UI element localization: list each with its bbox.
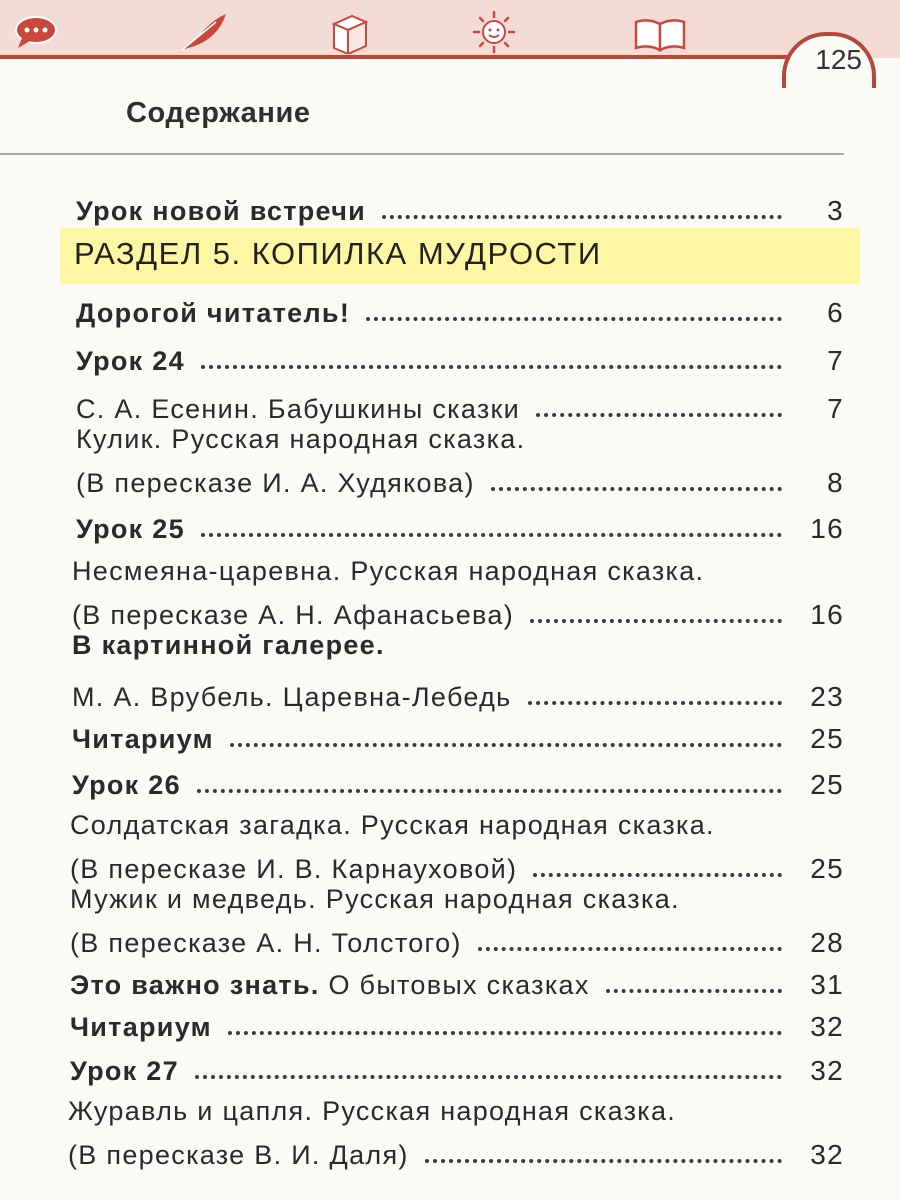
toc-entry-label-bold: Это важно знать. bbox=[70, 970, 320, 1000]
toc-leader-dots bbox=[195, 1072, 782, 1079]
toc-entry bbox=[76, 504, 844, 544]
toc-entry-label: (В пересказе И. А. Худякова) bbox=[76, 468, 475, 498]
toc-entry bbox=[72, 760, 844, 800]
toc-entry bbox=[72, 590, 844, 630]
toc-entry bbox=[76, 288, 844, 328]
toc-entry bbox=[70, 1046, 844, 1086]
toc-entry bbox=[68, 1130, 844, 1170]
toc-entry-label-line1: Несмеяна-царевна. Русская народная сказка. bbox=[72, 556, 705, 586]
toc-entry-label: Урок 27 bbox=[70, 1056, 179, 1086]
toc-entry-page: 6 bbox=[827, 297, 844, 328]
toc-entry-page: 16 bbox=[810, 513, 844, 544]
toc-entry bbox=[72, 714, 844, 754]
toc-entry bbox=[70, 844, 844, 884]
toc-entry-label: Урок 26 bbox=[72, 770, 181, 800]
toc-entry-label-rest: О бытовых сказках bbox=[328, 970, 590, 1000]
toc-entry-label-line1: Журавль и цапля. Русская народная сказка. bbox=[68, 1096, 677, 1126]
toc-entry bbox=[76, 384, 844, 424]
toc-entry-page: 25 bbox=[810, 769, 844, 800]
toc-entry-label: (В пересказе И. В. Карнауховой) bbox=[70, 854, 518, 884]
toc-entry-label: Урок 24 bbox=[76, 346, 185, 376]
toc-entry-page: 25 bbox=[810, 853, 844, 884]
toc-entry bbox=[76, 336, 844, 376]
toc-entry-label: Читариум bbox=[72, 724, 214, 754]
toc-entry-label-line1: Солдатская загадка. Русская народная сказка. bbox=[70, 810, 715, 840]
toc-entry-page: 25 bbox=[810, 723, 844, 754]
toc-leader-dots bbox=[533, 870, 782, 877]
toc-leader-dots bbox=[528, 698, 782, 705]
toc-entry-label: (В пересказе В. И. Даля) bbox=[68, 1140, 409, 1170]
toc-entry-page: 23 bbox=[810, 681, 844, 712]
toc-entry bbox=[76, 186, 844, 226]
toc-entry-label: (В пересказе А. Н. Афанасьева) bbox=[72, 600, 514, 630]
toc-leader-dots bbox=[201, 362, 782, 369]
toc-leader-dots bbox=[230, 740, 782, 747]
title-rule bbox=[0, 153, 844, 155]
toc-entry-label-line1: Кулик. Русская народная сказка. bbox=[76, 424, 526, 454]
toc-leader-dots bbox=[228, 1028, 782, 1035]
header-band bbox=[0, 0, 900, 58]
section-heading: РАЗДЕЛ 5. КОПИЛКА МУДРОСТИ bbox=[74, 236, 602, 271]
open-book-icon bbox=[632, 10, 688, 54]
toc-entry-label: Урок 25 bbox=[76, 514, 185, 544]
toc-entry bbox=[72, 672, 844, 712]
toc-entry bbox=[70, 918, 844, 958]
toc-entry-label: Читариум bbox=[70, 1012, 212, 1042]
toc-entry-label: Дорогой читатель! bbox=[76, 298, 351, 328]
toc-heading: В картинной галерее. bbox=[72, 630, 385, 660]
toc-entry bbox=[76, 458, 844, 498]
toc-entry-label: С. А. Есенин. Бабушкины сказки bbox=[76, 394, 521, 424]
toc-entry bbox=[70, 1002, 844, 1042]
toc-entry-label: М. А. Врубель. Царевна-Лебедь bbox=[72, 682, 512, 712]
speech-bubble-icon bbox=[12, 10, 68, 54]
toc-entry-label: Урок новой встречи bbox=[76, 196, 367, 226]
toc-entry-page: 28 bbox=[810, 927, 844, 958]
toc-entry-page: 32 bbox=[810, 1055, 844, 1086]
toc-entry-page: 32 bbox=[810, 1011, 844, 1042]
toc-entry-page: 8 bbox=[827, 467, 844, 498]
page-title: Содержание bbox=[126, 97, 311, 129]
feather-icon bbox=[176, 10, 232, 54]
sun-icon bbox=[466, 10, 522, 54]
toc-entry-page: 3 bbox=[827, 195, 844, 226]
book-icon bbox=[322, 10, 378, 54]
page-number: 125 bbox=[815, 44, 862, 75]
toc-leader-dots bbox=[530, 616, 782, 623]
toc-leader-dots bbox=[478, 944, 782, 951]
toc-leader-dots bbox=[491, 484, 782, 491]
toc-leader-dots bbox=[382, 212, 782, 219]
toc-entry-label bbox=[70, 970, 590, 1000]
toc-entry-page: 16 bbox=[810, 599, 844, 630]
toc-leader-dots bbox=[425, 1156, 782, 1163]
toc-leader-dots bbox=[366, 314, 782, 321]
toc-entry-label-line1: Мужик и медведь. Русская народная сказка. bbox=[70, 884, 680, 914]
header-rule bbox=[0, 55, 820, 59]
toc-leader-dots bbox=[201, 530, 782, 537]
toc-entry-page: 31 bbox=[810, 969, 844, 1000]
toc-leader-dots bbox=[606, 986, 782, 993]
toc-entry-page: 7 bbox=[827, 393, 844, 424]
toc-leader-dots bbox=[536, 410, 782, 417]
toc-entry-page: 32 bbox=[810, 1139, 844, 1170]
toc-entry-page: 7 bbox=[827, 345, 844, 376]
toc-leader-dots bbox=[197, 786, 782, 793]
toc-entry bbox=[70, 960, 844, 1000]
toc-entry-label: (В пересказе А. Н. Толстого) bbox=[70, 928, 462, 958]
